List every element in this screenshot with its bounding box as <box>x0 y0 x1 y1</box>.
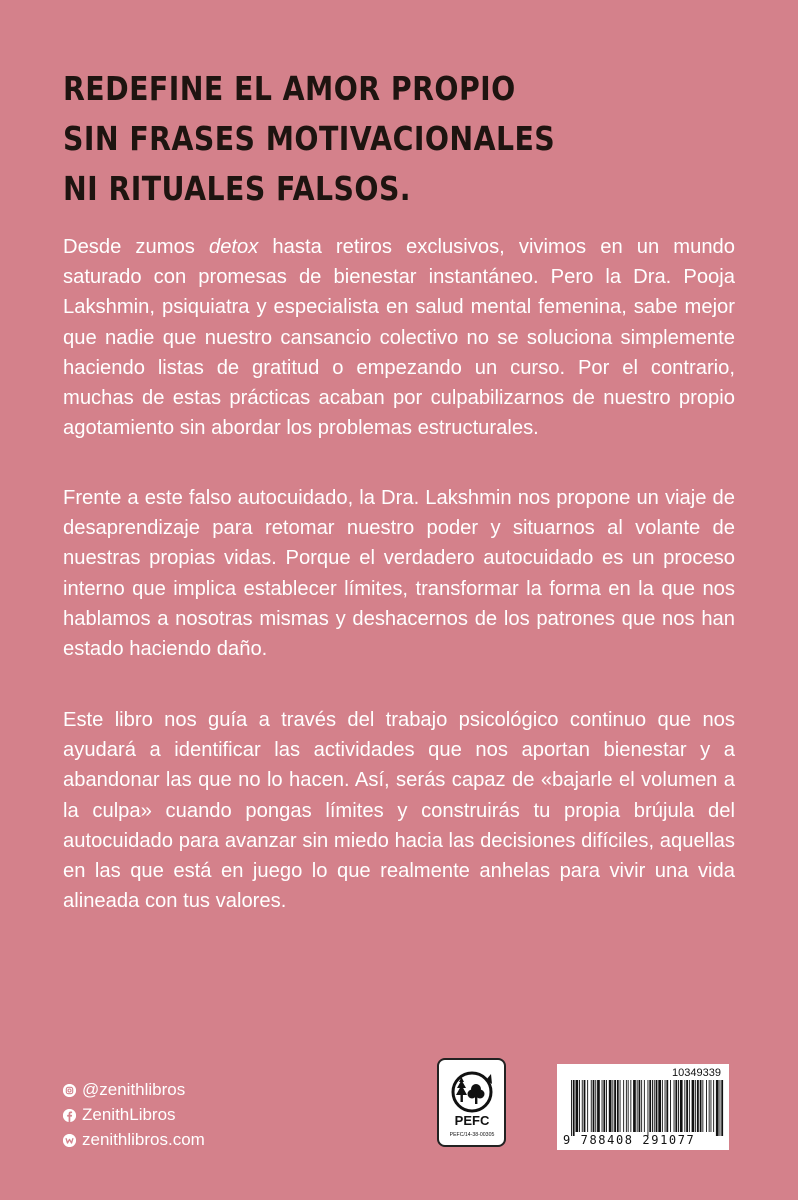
barcode-bar <box>721 1080 723 1136</box>
barcode-bar <box>612 1080 613 1132</box>
synopsis-paragraph-3: Este libro nos guía a través del trabajo psicológico continuo que nos ayudará a identificar las actividades que nos aportan bienestar y a abandonar las que no lo hacen. Así, serás capaz de «bajarle el volumen a la culpa» cuando pongas límites y construirás tu propia brújula del autocuidado para avanzar sin miedo hacia las decisiones difíciles, aquellas en las que está en juego lo que realmente anhelas para vivir una vida alineada con tus valores. <box>63 709 735 913</box>
web-link[interactable] <box>63 1128 323 1152</box>
barcode-bar <box>706 1080 707 1132</box>
instagram-handle: @zenithlibros <box>82 1080 186 1099</box>
barcode-bar <box>571 1080 572 1136</box>
barcode-bar <box>675 1080 677 1132</box>
barcode-bar <box>591 1080 592 1132</box>
barcode-bar <box>678 1080 679 1132</box>
barcode-bar <box>674 1080 675 1132</box>
barcode-bar <box>597 1080 600 1132</box>
barcode-bar <box>662 1080 663 1132</box>
barcode-bar <box>623 1080 624 1132</box>
barcode-bar <box>695 1080 696 1132</box>
barcode-bar <box>639 1080 641 1132</box>
social-links <box>63 1078 323 1153</box>
barcode-bar <box>626 1080 627 1132</box>
barcode-bar <box>711 1080 712 1132</box>
paragraph-1-start: Desde zumos <box>63 236 209 258</box>
barcode-bar <box>628 1080 629 1132</box>
barcode-bar <box>637 1080 638 1132</box>
barcode-bar <box>716 1080 719 1136</box>
barcode-bar <box>617 1080 619 1132</box>
pefc-code: PEFC/14-38-00305 <box>449 1132 495 1138</box>
instagram-link[interactable] <box>63 1078 323 1102</box>
synopsis-paragraph-2: Frente a este falso autocuidado, la Dra. Lakshmin nos propone un viaje de desaprendizaje para retomar nuestro poder y situarnos al volante de nuestras propias vidas. Porque el verdadero autocuidado es un proceso interno que implica establecer límites, transformar la forma en la que nos hablamos a nosotras mismas y deshacernos de los patrones que nos han estado haciendo daño. <box>63 487 735 661</box>
barcode-bar <box>644 1080 645 1132</box>
barcode-bar <box>602 1080 603 1132</box>
barcode-bar <box>595 1080 596 1132</box>
barcode-bar <box>587 1080 588 1132</box>
barcode-bar <box>654 1080 655 1132</box>
barcode-bar <box>665 1080 666 1132</box>
barcode-bar <box>593 1080 595 1132</box>
barcode-bar <box>658 1080 661 1132</box>
pefc-label: PEFC <box>454 1113 490 1128</box>
headline-line-2: SIN FRASES MOTIVACIONALES <box>63 119 556 158</box>
barcode-bar <box>666 1080 668 1132</box>
isbn-barcode <box>557 1064 729 1150</box>
barcode-bar <box>702 1080 703 1132</box>
barcode-bar <box>684 1080 685 1132</box>
barcode-bar <box>606 1080 607 1132</box>
facebook-link[interactable] <box>63 1103 323 1127</box>
barcode-bar <box>641 1080 642 1132</box>
headline-line-3: NI RITUALES FALSOS. <box>63 169 412 208</box>
barcode-bar <box>709 1080 710 1132</box>
barcode-bar <box>584 1080 586 1132</box>
barcode-bar <box>697 1080 699 1132</box>
pefc-certification-logo <box>437 1058 506 1147</box>
barcode-bar <box>573 1080 575 1136</box>
paragraph-1-rest: hasta retiros exclusivos, vivimos en un mundo saturado con promesas de bienestar instantáneo. Pero la Dra. Pooja Lakshmin, psiquiatra y especialista en salud mental femenina, sabe mejor que nadie que nuestro cansancio colectivo no se soluciona simplemente haciendo listas de gratitud o empezando un curso. Por el contrario, muchas de estas prácticas acaban por culpabilizarnos de nuestro propio agotamiento sin abordar los problemas estructurales. <box>63 236 735 440</box>
barcode-bar <box>579 1080 580 1132</box>
website-url: zenithlibros.com <box>82 1130 205 1149</box>
barcode-bar <box>670 1080 671 1132</box>
paragraph-1-emphasis: detox <box>208 236 259 258</box>
barcode-bar <box>649 1080 651 1132</box>
web-icon <box>63 1134 76 1147</box>
barcode-bar <box>652 1080 653 1132</box>
synopsis-paragraph-1 <box>63 232 735 443</box>
barcode-bar <box>689 1080 690 1132</box>
instagram-icon <box>63 1084 76 1097</box>
headline <box>63 64 648 214</box>
barcode-bar <box>603 1080 605 1132</box>
barcode-bar <box>620 1080 621 1132</box>
facebook-icon <box>63 1109 76 1122</box>
barcode-bar <box>720 1080 721 1136</box>
headline-line-1: REDEFINE EL AMOR PROPIO <box>63 69 516 108</box>
barcode-bar <box>633 1080 636 1132</box>
pefc-tree-icon <box>439 1060 508 1149</box>
barcode-bar <box>630 1080 631 1132</box>
barcode-bar <box>692 1080 695 1132</box>
barcode-bar <box>614 1080 616 1132</box>
barcode-bar <box>680 1080 683 1132</box>
barcode-internal-code: 10349339 <box>672 1067 721 1079</box>
barcode-bar <box>609 1080 612 1132</box>
barcode-bar <box>686 1080 688 1132</box>
facebook-handle: ZenithLibros <box>82 1105 176 1124</box>
barcode-digits: 9 788408 291077 <box>563 1133 696 1147</box>
barcode-bar <box>582 1080 583 1132</box>
barcode-bar <box>700 1080 702 1132</box>
barcode-bar <box>656 1080 658 1132</box>
barcode-bar <box>648 1080 649 1136</box>
barcode-bar <box>576 1080 579 1132</box>
barcode-bar <box>713 1080 714 1132</box>
